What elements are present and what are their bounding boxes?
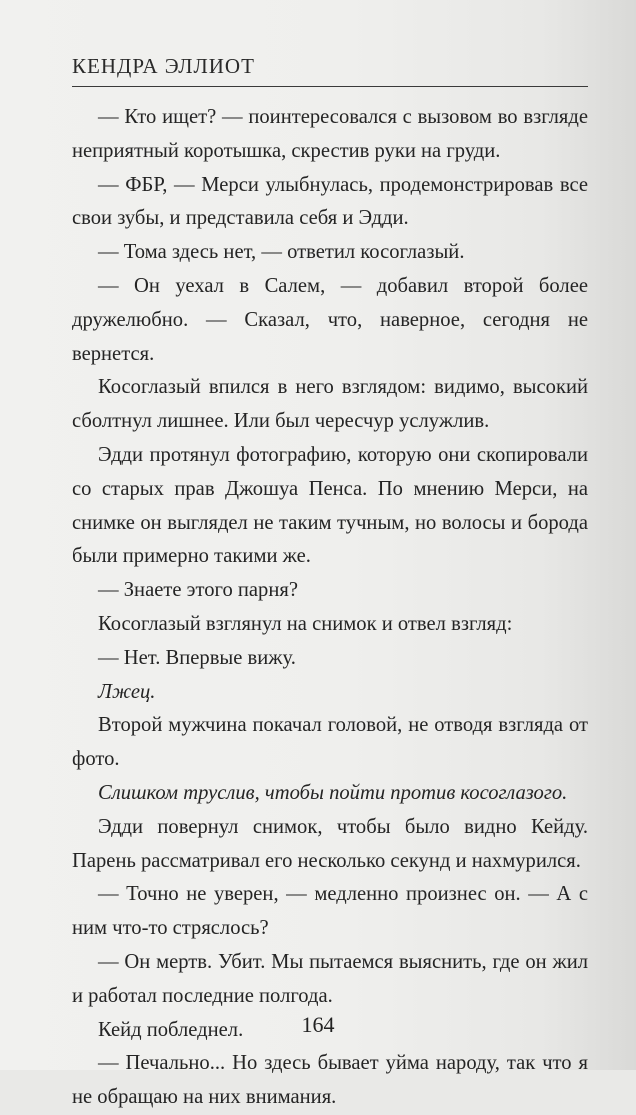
paragraph: — Нет. Впервые вижу.: [98, 646, 296, 669]
running-head: КЕНДРА ЭЛЛИОТ: [72, 54, 255, 78]
paragraph: — Точно не уверен, — медленно произнес он. — А с ним что-то стряслось?: [72, 883, 588, 940]
header-rule: [72, 86, 588, 87]
paragraph: Лжец.: [98, 680, 156, 703]
paragraph: Эдди повернул снимок, чтобы было видно Кейду. Парень рассматривал его несколько секунд и нахмурился.: [72, 815, 588, 872]
paragraph: Слишком труслив, чтобы пойти против косоглазого.: [98, 781, 568, 804]
paragraph: — Знаете этого парня?: [98, 579, 298, 602]
paragraph: — Тома здесь нет, — ответил косоглазый.: [98, 241, 465, 264]
paragraph: — Печально... Но здесь бывает уйма народу, так что я не обращаю на них внимания.: [72, 1052, 588, 1109]
paragraph: Косоглазый взглянул на снимок и отвел взгляд:: [98, 612, 513, 635]
page-number: 164: [301, 1012, 335, 1037]
paragraph: Косоглазый впился в него взглядом: видимо, высокий сболтнул лишнее. Или был чересчур услужлив.: [72, 376, 588, 433]
paragraph: Второй мужчина покачал головой, не отводя взгляда от фото.: [72, 714, 588, 771]
paragraph: — ФБР, — Мерси улыбнулась, продемонстрировав все свои зубы, и представила себя и Эдди.: [72, 173, 588, 230]
body-text: [72, 101, 588, 1115]
paragraph: — Он мертв. Убит. Мы пытаемся выяснить, где он жил и работал последние полгода.: [72, 950, 588, 1007]
paragraph: Эдди протянул фотографию, которую они скопировали со старых прав Джошуа Пенса. По мнению Мерси, на снимке он выглядел не таким тучным, но волосы и борода были примерно такими же.: [72, 443, 588, 568]
paragraph: — Он уехал в Салем, — добавил второй более дружелюбно. — Сказал, что, наверное, сегодня не вернется.: [72, 274, 588, 365]
page-header: [72, 54, 588, 88]
paragraph: Кейд побледнел.: [98, 1018, 244, 1041]
paragraph: — Кто ищет? — поинтересовался с вызовом во взгляде неприятный коротышка, скрестив руки на груди.: [72, 106, 588, 162]
